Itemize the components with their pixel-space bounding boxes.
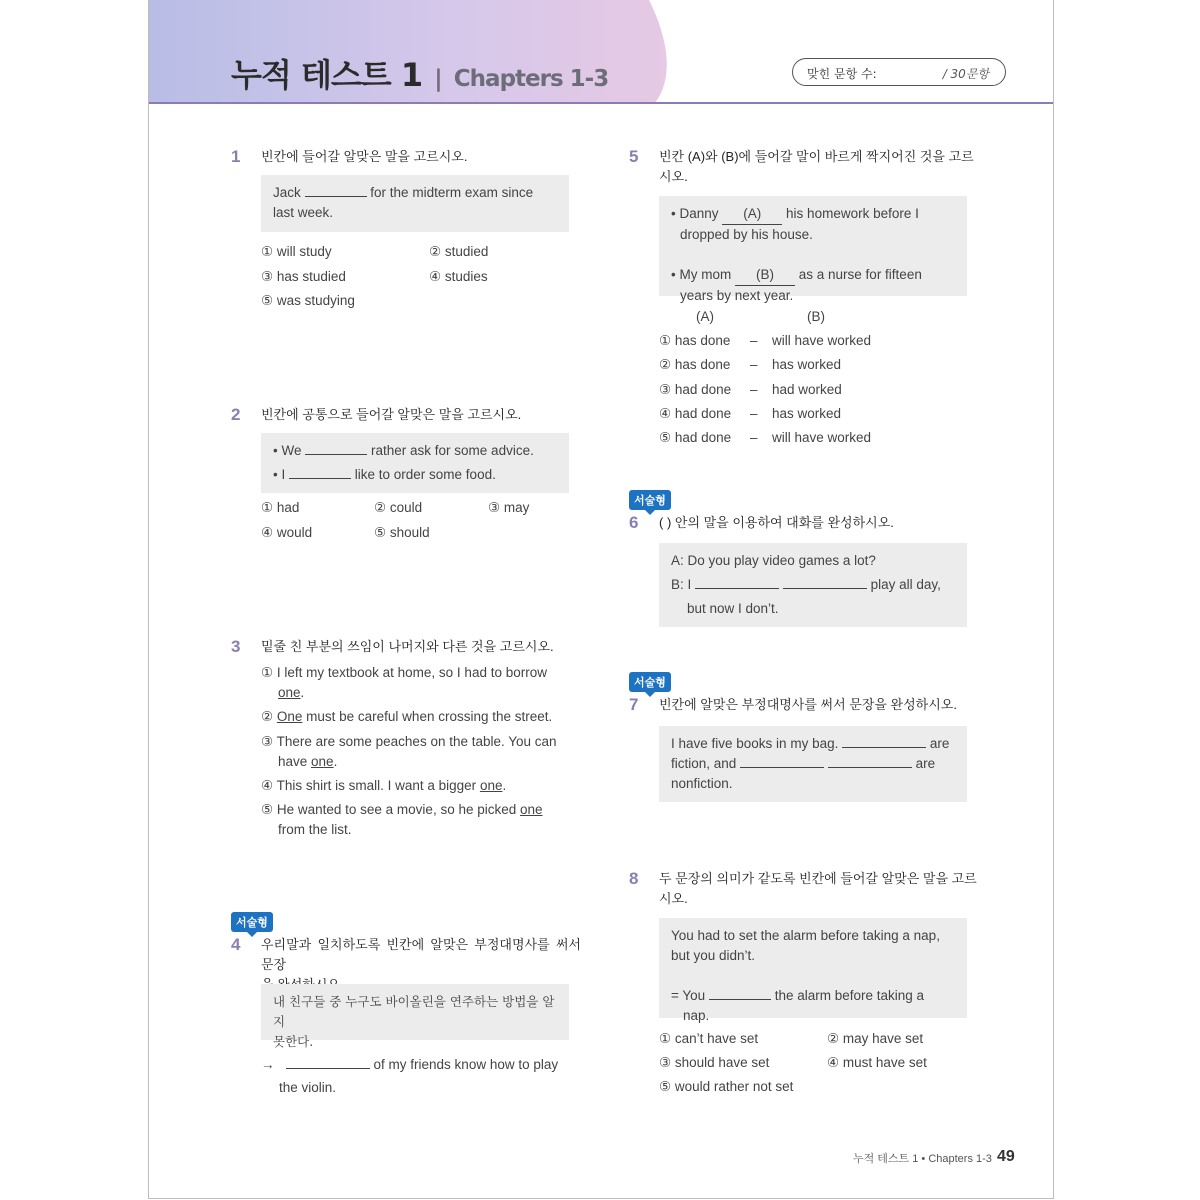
question-number: 3 xyxy=(231,637,241,656)
question-number: 4 xyxy=(231,935,241,954)
score-box[interactable] xyxy=(792,58,1006,86)
box-text: B: I xyxy=(671,577,692,592)
question-box xyxy=(659,726,967,802)
arrow-icon: → xyxy=(261,1057,275,1072)
option-3-cont[interactable] xyxy=(278,754,337,769)
box-text: = You xyxy=(671,988,706,1003)
option-text: ① I left my textbook at home, so I had to borrow xyxy=(261,665,547,680)
descriptive-tag: 서술형 xyxy=(629,490,671,510)
option-1-b[interactable]: will have worked xyxy=(772,333,872,348)
option-3[interactable]: ③ has studied xyxy=(261,269,346,284)
option-1-cont[interactable] xyxy=(278,685,304,700)
underlined-word: one xyxy=(311,754,334,769)
answer-blank-b[interactable] xyxy=(735,265,795,286)
descriptive-tag: 서술형 xyxy=(231,912,273,932)
answer-blank[interactable] xyxy=(305,184,367,197)
answer-blank[interactable] xyxy=(695,576,779,589)
question-box xyxy=(261,433,569,493)
box-text: fiction, and xyxy=(671,756,737,771)
option-3[interactable]: ③ may xyxy=(488,500,530,515)
option-1[interactable]: ① can’t have set xyxy=(659,1031,759,1046)
box-text: A: Do you play video games a lot? xyxy=(671,553,876,568)
option-4-b[interactable]: has worked xyxy=(772,406,842,421)
option-1-dash: – xyxy=(750,333,758,348)
option-text: . xyxy=(300,685,305,700)
box-text: are xyxy=(929,736,950,751)
option-text: ② xyxy=(261,709,277,724)
option-4[interactable] xyxy=(659,406,731,422)
question-box xyxy=(261,984,569,1049)
box-text: are xyxy=(915,756,936,771)
score-total: / 30문항 xyxy=(942,67,989,81)
option-1[interactable]: ① had xyxy=(261,500,300,515)
question-number: 1 xyxy=(231,147,241,166)
option-5[interactable]: ⑤ would rather not set xyxy=(659,1079,794,1094)
box-text: I have five books in my bag. xyxy=(671,736,839,751)
option-4-dash: – xyxy=(750,406,758,421)
question-number: 8 xyxy=(629,869,639,888)
answer-blank[interactable] xyxy=(740,755,824,768)
score-label: 맞힌 문항 수: xyxy=(807,67,877,81)
blank-label: (A) xyxy=(743,206,762,221)
answer-line-cont: the violin. xyxy=(279,1080,337,1095)
box-text: nap. xyxy=(683,1008,710,1023)
answer-blank[interactable] xyxy=(828,755,912,768)
answer-blank[interactable] xyxy=(842,735,926,748)
box-text: years by next year. xyxy=(680,288,794,303)
question-number: 2 xyxy=(231,405,241,424)
box-text: 내 친구들 중 누구도 바이올린을 연주하는 방법을 알지 xyxy=(273,994,555,1029)
option-2[interactable]: ② studied xyxy=(429,244,489,259)
box-text: for the midterm exam since xyxy=(370,185,534,200)
option-a: ④ had done xyxy=(659,406,732,421)
underlined-word: one xyxy=(278,685,301,700)
option-a: ⑤ had done xyxy=(659,430,732,445)
box-text: like to order some food. xyxy=(354,467,496,482)
box-text: • My mom xyxy=(671,267,732,282)
question-text-line: 두 문장의 의미가 같도록 빈칸에 들어갈 알맞은 말을 고르 xyxy=(659,871,977,886)
question-text xyxy=(659,869,979,909)
box-text: Jack xyxy=(273,185,301,200)
question-text xyxy=(659,147,979,187)
option-3-b[interactable]: had worked xyxy=(772,382,842,397)
option-5[interactable]: ⑤ was studying xyxy=(261,293,355,308)
option-text: ④ This shirt is small. I want a bigger xyxy=(261,778,480,793)
answer-blank[interactable] xyxy=(305,442,367,455)
option-text: must be careful when crossing the street. xyxy=(302,709,553,724)
question-text: 밑줄 친 부분의 쓰임이 나머지와 다른 것을 고르시오. xyxy=(261,639,554,654)
option-1[interactable]: ① will study xyxy=(261,244,332,259)
title-main: 누적 테스트 1 xyxy=(231,56,423,94)
question-box xyxy=(261,175,569,232)
header-divider xyxy=(149,102,1053,104)
workbook-page xyxy=(148,0,1054,1199)
question-text-line: 빈칸 (A)와 (B)에 들어갈 말이 바르게 짝지어진 것을 고르 xyxy=(659,149,974,164)
box-text: but you didn’t. xyxy=(671,948,756,963)
column-header-a: (A) xyxy=(696,309,714,324)
box-text: the alarm before taking a xyxy=(774,988,925,1003)
option-5-cont[interactable] xyxy=(278,822,352,837)
page-number: 49 xyxy=(997,1148,1015,1165)
box-text: • I xyxy=(273,467,286,482)
question-text: 빈칸에 공통으로 들어갈 알맞은 말을 고르시오. xyxy=(261,407,522,422)
box-text: nonfiction. xyxy=(671,776,733,791)
answer-blank[interactable] xyxy=(709,987,771,1000)
option-4[interactable] xyxy=(261,778,506,794)
option-4[interactable]: ④ would xyxy=(261,525,313,540)
answer-blank[interactable] xyxy=(289,466,351,479)
option-2-dash: – xyxy=(750,357,758,372)
option-text: have xyxy=(278,754,312,769)
question-box xyxy=(659,196,967,303)
option-3[interactable]: ③ should have set xyxy=(659,1055,770,1070)
page-title xyxy=(231,50,608,96)
option-text: ⑤ He wanted to see a movie, so he picked xyxy=(261,802,520,817)
underlined-word: one xyxy=(479,778,503,793)
box-text: last week. xyxy=(273,205,334,220)
page-header xyxy=(149,0,1053,104)
option-a: ② has done xyxy=(659,357,731,372)
option-text: . xyxy=(333,754,338,769)
option-1[interactable] xyxy=(659,333,730,349)
question-box xyxy=(659,918,967,1023)
option-3-dash: – xyxy=(750,382,758,397)
question-number: 5 xyxy=(629,147,639,166)
underlined-word: One xyxy=(276,709,303,724)
answer-blank-a[interactable] xyxy=(722,204,782,225)
blank-label: (B) xyxy=(756,267,774,282)
option-5[interactable] xyxy=(659,430,731,446)
answer-blank[interactable] xyxy=(783,576,867,589)
option-1[interactable] xyxy=(261,665,547,681)
box-text: • We xyxy=(273,443,302,458)
question-text-line: 우리말과 일치하도록 빈칸에 알맞은 부정대명사를 써서 문장 xyxy=(261,937,581,972)
box-text: • Danny xyxy=(671,206,719,221)
option-5[interactable]: ⑤ should xyxy=(374,525,430,540)
answer-blank[interactable] xyxy=(286,1056,370,1069)
box-text: dropped by his house. xyxy=(680,227,813,242)
option-5[interactable] xyxy=(261,802,543,818)
option-2[interactable] xyxy=(659,357,730,373)
option-3[interactable] xyxy=(659,382,731,398)
box-text: rather ask for some advice. xyxy=(371,443,534,458)
option-3[interactable] xyxy=(261,734,557,750)
answer-text: of my friends know how to play xyxy=(373,1057,559,1072)
question-text: ( ) 안의 말을 이용하여 대화를 완성하시오. xyxy=(659,515,894,530)
footer-text: 누적 테스트 1 • Chapters 1-3 xyxy=(853,1153,992,1165)
title-separator: | xyxy=(434,66,442,92)
column-header-b: (B) xyxy=(807,309,825,324)
box-text: his homework before I xyxy=(786,206,919,221)
option-a: ③ had done xyxy=(659,382,732,397)
question-number: 6 xyxy=(629,513,639,532)
option-a: ① has done xyxy=(659,333,731,348)
descriptive-tag: 서술형 xyxy=(629,672,671,692)
option-text: from the list. xyxy=(278,822,352,837)
box-text: play all day, xyxy=(870,577,941,592)
option-2[interactable]: ② could xyxy=(374,500,423,515)
option-4[interactable]: ④ must have set xyxy=(827,1055,927,1070)
question-text-line: 시오. xyxy=(659,169,688,184)
question-number: 7 xyxy=(629,695,639,714)
option-2-b[interactable]: has worked xyxy=(772,357,842,372)
box-text: You had to set the alarm before taking a nap, xyxy=(671,928,940,943)
box-text: as a nurse for fifteen xyxy=(798,267,922,282)
option-text: ③ There are some peaches on the table. You can xyxy=(261,734,557,749)
option-text: . xyxy=(502,778,507,793)
option-2[interactable] xyxy=(261,709,552,725)
question-box xyxy=(659,543,967,627)
answer-line xyxy=(261,1056,558,1072)
question-text: 빈칸에 알맞은 부정대명사를 써서 문장을 완성하시오. xyxy=(659,697,957,712)
option-5-b[interactable]: will have worked xyxy=(772,430,872,445)
box-text: but now I don’t. xyxy=(687,601,779,616)
question-text: 빈칸에 들어갈 알맞은 말을 고르시오. xyxy=(261,149,468,164)
option-5-dash: – xyxy=(750,430,758,445)
title-chapters: Chapters 1-3 xyxy=(453,66,609,92)
box-text: 못한다. xyxy=(273,1034,314,1049)
option-2[interactable]: ② may have set xyxy=(827,1031,924,1046)
question-text-line: 시오. xyxy=(659,891,688,906)
underlined-word: one xyxy=(520,802,543,817)
option-4[interactable]: ④ studies xyxy=(429,269,488,284)
